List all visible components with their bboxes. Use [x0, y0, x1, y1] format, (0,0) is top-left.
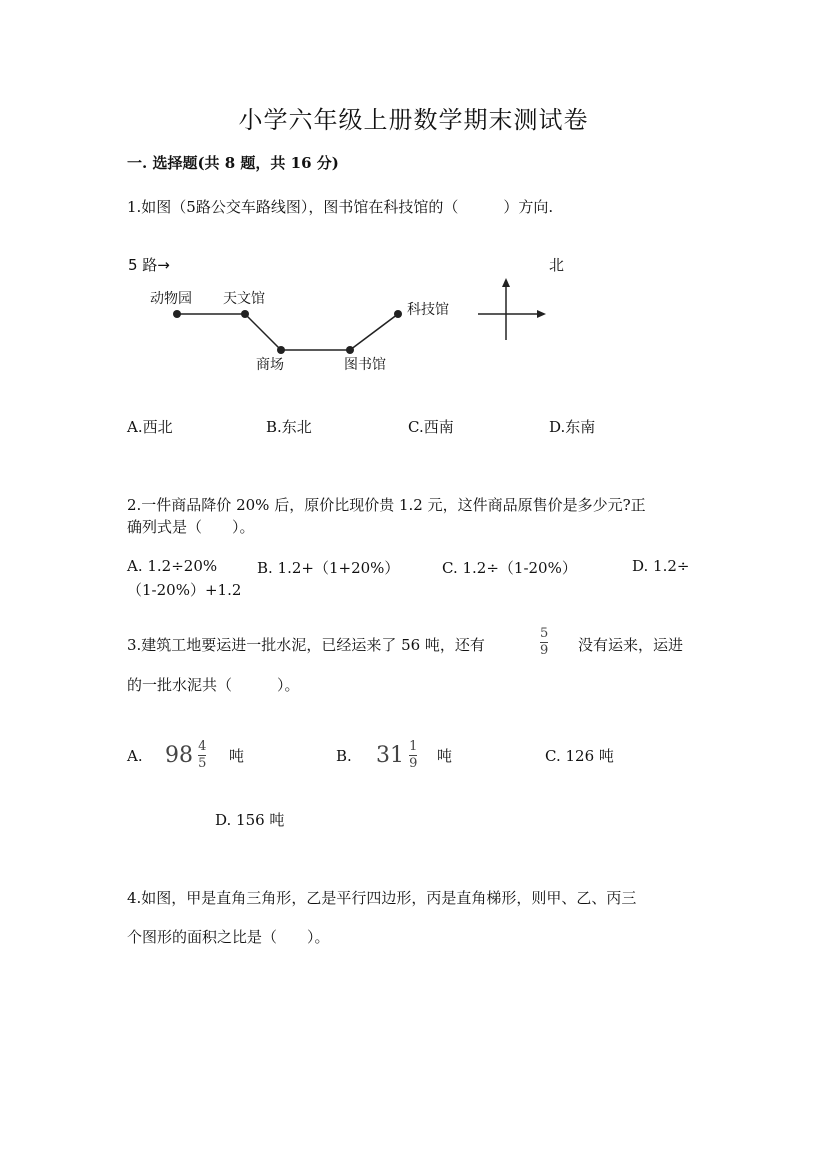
q3-option-b-integer: 31	[376, 743, 404, 768]
q1-option-c[interactable]: C.西南	[408, 418, 454, 436]
east-arrowhead	[537, 310, 546, 318]
stop-label-mall: 商场	[256, 357, 284, 373]
q3-option-a-denominator: 5	[198, 756, 207, 771]
stop-label-library: 图书馆	[344, 357, 386, 373]
q3-option-b-denominator: 9	[409, 756, 418, 771]
q2-option-d[interactable]: D. 1.2÷	[632, 557, 690, 575]
q3-option-a-integer: 98	[165, 743, 193, 768]
q3-fraction	[540, 627, 548, 658]
q3-option-a-numerator: 4	[198, 739, 207, 754]
q2-option-b[interactable]: B. 1.2+（1+20%）	[257, 559, 400, 577]
route-label: 5 路→	[128, 256, 170, 274]
q3-option-b-unit: 吨	[437, 747, 453, 765]
q3-option-b-label[interactable]: B.	[336, 747, 352, 765]
q2-option-d-continued[interactable]: （1-20%）+1.2	[127, 581, 242, 599]
stop-dot-observatory	[241, 310, 249, 318]
q3-option-b-fraction	[409, 740, 417, 771]
stop-dot-mall	[277, 346, 285, 354]
question-1-text: 1.如图（5路公交车路线图），图书馆在科技馆的（ ）方向.	[127, 198, 554, 216]
q3-option-a-unit: 吨	[229, 747, 245, 765]
q3-option-c[interactable]: C. 126 吨	[545, 747, 614, 765]
question-3-line-1-start: 3.建筑工地要运进一批水泥，已经运来了 56 吨，还有	[127, 636, 485, 654]
question-3-line-1-end: 没有运来，运进	[578, 636, 684, 654]
north-arrowhead	[502, 278, 510, 287]
question-2-line-1: 2.一件商品降价 20% 后，原价比现价贵 1.2 元，这件商品原售价是多少元?正	[127, 496, 646, 514]
q3-fraction-numerator: 5	[540, 626, 549, 641]
q3-option-a-fraction	[198, 740, 206, 771]
question-4-line-1: 4.如图，甲是直角三角形，乙是平行四边形，丙是直角梯形，则甲、乙、丙三	[127, 889, 637, 907]
q3-option-a-value[interactable]	[165, 740, 206, 771]
route-line	[177, 314, 398, 350]
question-2-line-2: 确列式是（ ）。	[127, 518, 255, 536]
q3-fraction-denominator: 9	[540, 643, 549, 658]
q3-option-d[interactable]: D. 156 吨	[215, 811, 285, 829]
north-label: 北	[549, 256, 565, 274]
stop-label-zoo: 动物园	[150, 291, 192, 307]
page-title: 小学六年级上册数学期末测试卷	[238, 106, 589, 134]
stop-dot-science-museum	[394, 310, 402, 318]
q3-option-a-label[interactable]: A.	[127, 747, 143, 765]
q1-option-a[interactable]: A.西北	[127, 418, 173, 436]
q2-option-a[interactable]: A. 1.2÷20%	[127, 557, 218, 575]
stop-label-observatory: 天文馆	[223, 291, 265, 307]
stop-dot-zoo	[173, 310, 181, 318]
stop-dot-library	[346, 346, 354, 354]
question-3-line-2: 的一批水泥共（ ）。	[127, 676, 300, 694]
q3-option-b-numerator: 1	[409, 739, 418, 754]
q3-option-b-value[interactable]	[376, 740, 417, 771]
q1-option-d[interactable]: D.东南	[549, 418, 596, 436]
section-heading: 一. 选择题(共 8 题，共 16 分)	[127, 154, 339, 172]
question-4-line-2: 个图形的面积之比是（ ）。	[127, 928, 330, 946]
stop-label-science-museum: 科技馆	[407, 302, 449, 318]
q1-option-b[interactable]: B.东北	[266, 418, 312, 436]
q2-option-c[interactable]: C. 1.2÷（1-20%）	[442, 559, 577, 577]
